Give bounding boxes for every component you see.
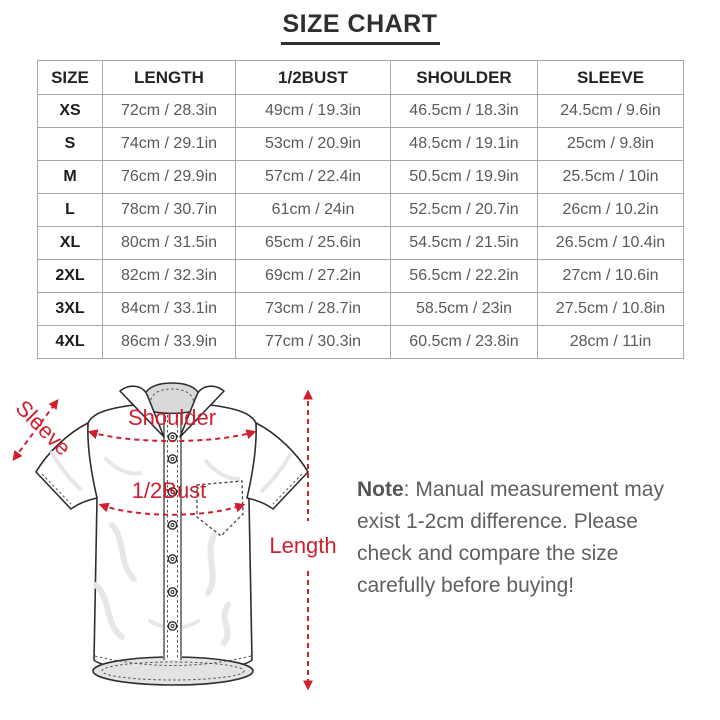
length-cell: 72cm / 28.3in xyxy=(103,95,236,128)
column-header-bust: 1/2BUST xyxy=(236,61,391,95)
shirt-diagram-svg xyxy=(0,375,340,720)
column-header-size: SIZE xyxy=(38,61,103,95)
shoulder-cell: 48.5cm / 19.1in xyxy=(391,128,538,161)
table-row xyxy=(38,194,684,227)
shoulder-label: Shoulder xyxy=(127,405,217,430)
column-header-shoulder: SHOULDER xyxy=(391,61,538,95)
size-cell: XS xyxy=(38,95,103,128)
length-cell: 82cm / 32.3in xyxy=(103,260,236,293)
size-cell: S xyxy=(38,128,103,161)
sleeve-cell: 24.5cm / 9.6in xyxy=(538,95,684,128)
length-cell: 80cm / 31.5in xyxy=(103,227,236,260)
sleeve-label: Sleeve xyxy=(10,395,76,461)
sleeve-cell: 27.5cm / 10.8in xyxy=(538,293,684,326)
sleeve-cell: 28cm / 11in xyxy=(538,326,684,359)
sleeve-cell: 26.5cm / 10.4in xyxy=(538,227,684,260)
shoulder-cell: 46.5cm / 18.3in xyxy=(391,95,538,128)
length-cell: 84cm / 33.1in xyxy=(103,293,236,326)
size-chart-table xyxy=(37,60,684,359)
table-row xyxy=(38,260,684,293)
header-row xyxy=(38,61,684,95)
length-label: Length xyxy=(269,533,337,558)
table-row xyxy=(38,161,684,194)
bust-cell: 65cm / 25.6in xyxy=(236,227,391,260)
bust-cell: 69cm / 27.2in xyxy=(236,260,391,293)
shoulder-cell: 56.5cm / 22.2in xyxy=(391,260,538,293)
bust-cell: 49cm / 19.3in xyxy=(236,95,391,128)
note-body: : Manual measurement may exist 1-2cm difference. Please check and compare the size carefully before buying! xyxy=(357,478,664,597)
length-cell: 86cm / 33.9in xyxy=(103,326,236,359)
size-cell: 4XL xyxy=(38,326,103,359)
shoulder-cell: 52.5cm / 20.7in xyxy=(391,194,538,227)
sleeve-annotation xyxy=(11,395,76,460)
size-cell: M xyxy=(38,161,103,194)
column-header-sleeve: SLEEVE xyxy=(538,61,684,95)
shirt-measurement-diagram xyxy=(0,375,340,720)
length-cell: 78cm / 30.7in xyxy=(103,194,236,227)
size-cell: 3XL xyxy=(38,293,103,326)
table-row xyxy=(38,128,684,161)
sleeve-cell: 27cm / 10.6in xyxy=(538,260,684,293)
shoulder-cell: 54.5cm / 21.5in xyxy=(391,227,538,260)
shoulder-cell: 50.5cm / 19.9in xyxy=(391,161,538,194)
length-cell: 74cm / 29.1in xyxy=(103,128,236,161)
bust-cell: 57cm / 22.4in xyxy=(236,161,391,194)
bust-cell: 61cm / 24in xyxy=(236,194,391,227)
length-annotation xyxy=(269,392,336,688)
length-cell: 76cm / 29.9in xyxy=(103,161,236,194)
bust-cell: 73cm / 28.7in xyxy=(236,293,391,326)
right-sleeve xyxy=(247,423,308,509)
note-label: Note xyxy=(357,478,404,501)
page-header xyxy=(0,10,720,45)
note-text-block xyxy=(357,474,693,602)
column-header-length: LENGTH xyxy=(103,61,236,95)
table-row xyxy=(38,326,684,359)
bust-cell: 77cm / 30.3in xyxy=(236,326,391,359)
size-cell: 2XL xyxy=(38,260,103,293)
table-row xyxy=(38,95,684,128)
table-row xyxy=(38,227,684,260)
page-title: SIZE CHART xyxy=(281,10,440,45)
bust-label: 1/2Bust xyxy=(131,478,207,503)
sleeve-cell: 25.5cm / 10in xyxy=(538,161,684,194)
shirt-hem xyxy=(93,657,253,685)
shoulder-cell: 58.5cm / 23in xyxy=(391,293,538,326)
shoulder-cell: 60.5cm / 23.8in xyxy=(391,326,538,359)
size-cell: XL xyxy=(38,227,103,260)
table-row xyxy=(38,293,684,326)
size-cell: L xyxy=(38,194,103,227)
bust-cell: 53cm / 20.9in xyxy=(236,128,391,161)
sleeve-cell: 25cm / 9.8in xyxy=(538,128,684,161)
sleeve-cell: 26cm / 10.2in xyxy=(538,194,684,227)
